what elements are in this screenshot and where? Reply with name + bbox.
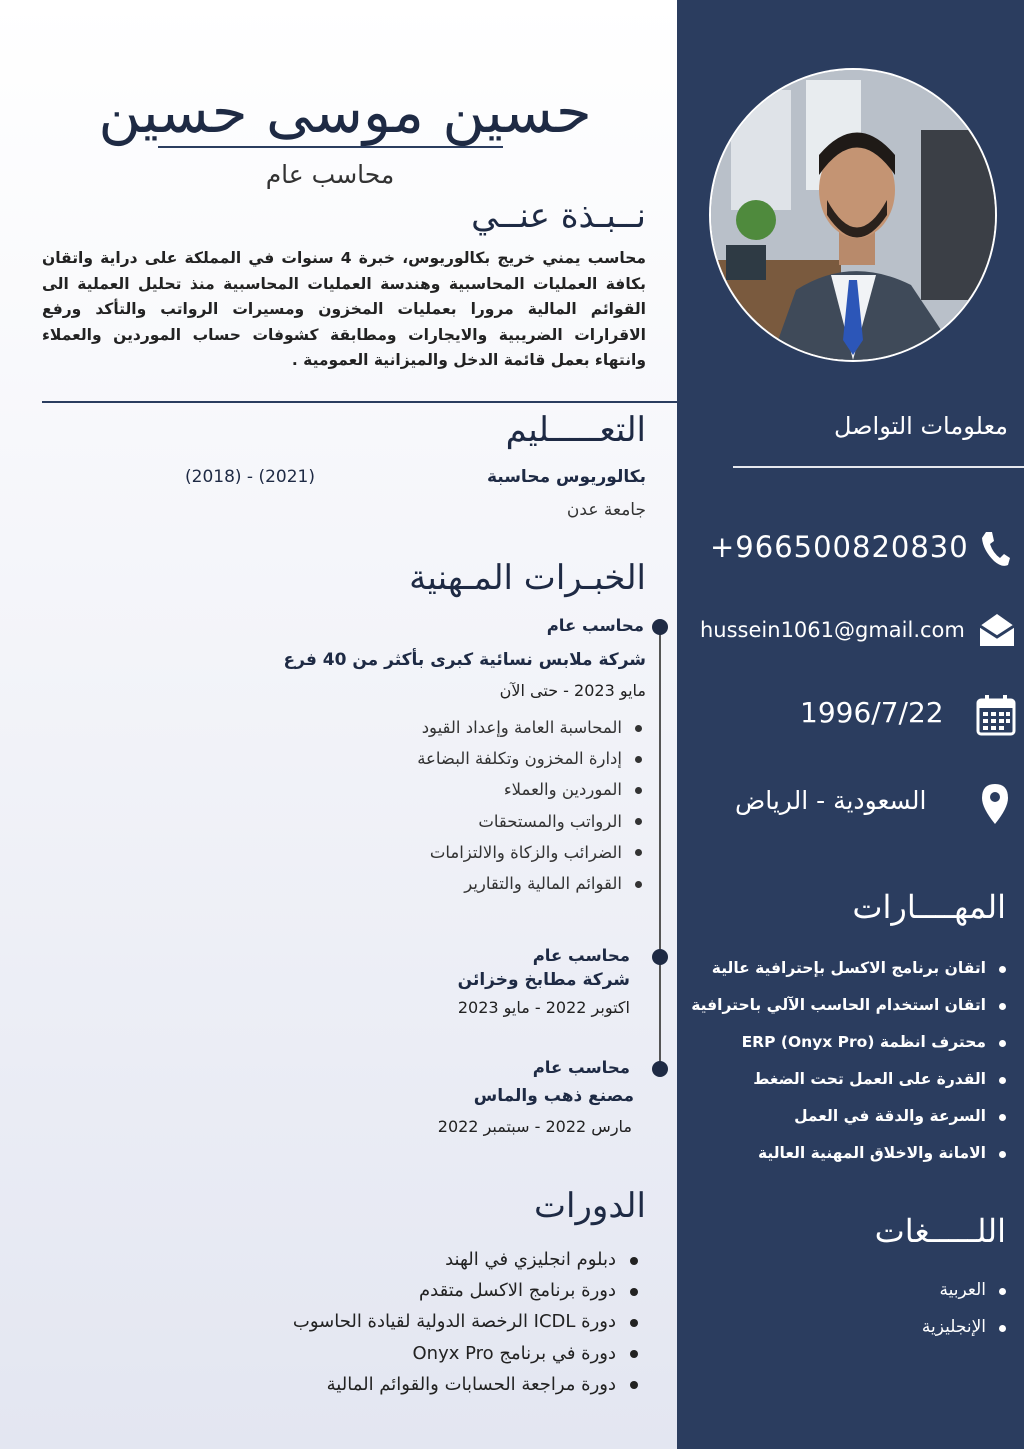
language-item: العربية <box>922 1272 1010 1309</box>
course-item: دبلوم انجليزي في الهند <box>293 1244 642 1275</box>
job-2-title: محاسب عام <box>532 946 630 965</box>
education-degree: بكالوريوس محاسبة <box>486 467 646 487</box>
phone-icon <box>980 530 1010 572</box>
contact-title: معلومات التواصل <box>833 412 1008 440</box>
languages-list <box>922 1272 1010 1346</box>
about-text: محاسب يمني خريج بكالوريوس، خبرة 4 سنوات في المملكة على دراية واتقان بكافة العمليات المحاسبية وهندسة العمليات المحاسبية منذ تحليل العملية الى القوائم المالية مرورا بعمليات المخزون ومسيرات الرواتب والتأكد ورفع الاقرارات الضريبية والايجارات ومطابقة كشوفات حساب الموردين والعملاء وانتهاء بعمل قائمة الدخل والميزانية العمومية . <box>42 249 646 369</box>
skill-item: السرعة والدقة في العمل <box>691 1098 1010 1135</box>
skills-title: المهــــارات <box>852 888 1006 926</box>
skills-list <box>691 950 1010 1172</box>
email-address[interactable]: hussein1061@gmail.com <box>700 618 965 642</box>
email-icon <box>978 612 1016 652</box>
location-text: السعودية - الرياض <box>735 786 927 815</box>
job-1-company: شركة ملابس نسائية كبرى بأكثر من 40 فرع <box>283 650 646 670</box>
task-item: الرواتب والمستحقات <box>417 806 646 837</box>
task-item: الضرائب والزكاة والالتزامات <box>417 837 646 868</box>
course-item: دورة ICDL الرخصة الدولية لقيادة الحاسوب <box>293 1306 642 1337</box>
languages-title: اللـــــغات <box>874 1212 1006 1250</box>
education-school: جامعة عدن <box>566 500 646 520</box>
person-name: حسين موسى حسين <box>98 78 592 146</box>
timeline-dot <box>652 949 668 965</box>
job-1-title: محاسب عام <box>546 616 644 635</box>
phone-number[interactable]: +966500820830 <box>710 530 969 564</box>
job-2-company: شركة مطابخ وخزائن <box>457 970 630 990</box>
section-divider <box>42 401 677 403</box>
birth-date: 1996/7/22 <box>800 696 944 729</box>
skill-item: محترف انظمة (Onyx Pro) ERP <box>691 1024 1010 1061</box>
task-item: المحاسبة العامة وإعداد القيود <box>417 712 646 743</box>
task-item: القوائم المالية والتقارير <box>417 868 646 899</box>
timeline-line <box>659 626 661 1069</box>
experience-title: الخبـرات المـهنية <box>409 558 646 598</box>
education-title: التعـــــليم <box>505 410 646 450</box>
calendar-icon <box>976 694 1016 740</box>
skill-item: الامانة والاخلاق المهنية العالية <box>691 1135 1010 1172</box>
profile-photo <box>709 68 997 362</box>
about-title: نــبـذة عنــي <box>471 196 646 236</box>
timeline-dot <box>652 1061 668 1077</box>
job-2-date: اكتوبر 2022 - مايو 2023 <box>457 998 630 1017</box>
job-title: محاسب عام <box>265 160 395 189</box>
skill-item: اتقان برنامج الاكسل بإحترافية عالية <box>691 950 1010 987</box>
education-years: (2018) - (2021) <box>185 467 315 487</box>
task-item: إدارة المخزون وتكلفة البضاعة <box>417 743 646 774</box>
name-underline <box>158 146 503 148</box>
contact-divider <box>733 466 1024 468</box>
course-item: دورة مراجعة الحسابات والقوائم المالية <box>293 1369 642 1400</box>
location-pin-icon <box>980 782 1010 830</box>
language-item: الإنجليزية <box>922 1309 1010 1346</box>
job-3-company: مصنع ذهب والماس <box>473 1086 634 1106</box>
task-item: الموردين والعملاء <box>417 774 646 805</box>
job-1-date: مايو 2023 - حتى الآن <box>499 681 646 700</box>
courses-list <box>293 1244 642 1400</box>
job-1-tasks <box>417 712 646 899</box>
skill-item: القدرة على العمل تحت الضغط <box>691 1061 1010 1098</box>
course-item: دورة برنامج الاكسل متقدم <box>293 1275 642 1306</box>
courses-title: الدورات <box>534 1186 646 1226</box>
skill-item: اتقان استخدام الحاسب الآلي باحترافية <box>691 987 1010 1024</box>
photo-image <box>711 70 995 360</box>
course-item: دورة في برنامج Onyx Pro <box>293 1338 642 1369</box>
job-3-title: محاسب عام <box>532 1058 630 1077</box>
timeline-dot <box>652 619 668 635</box>
job-3-date: مارس 2022 - سبتمبر 2022 <box>437 1117 632 1136</box>
